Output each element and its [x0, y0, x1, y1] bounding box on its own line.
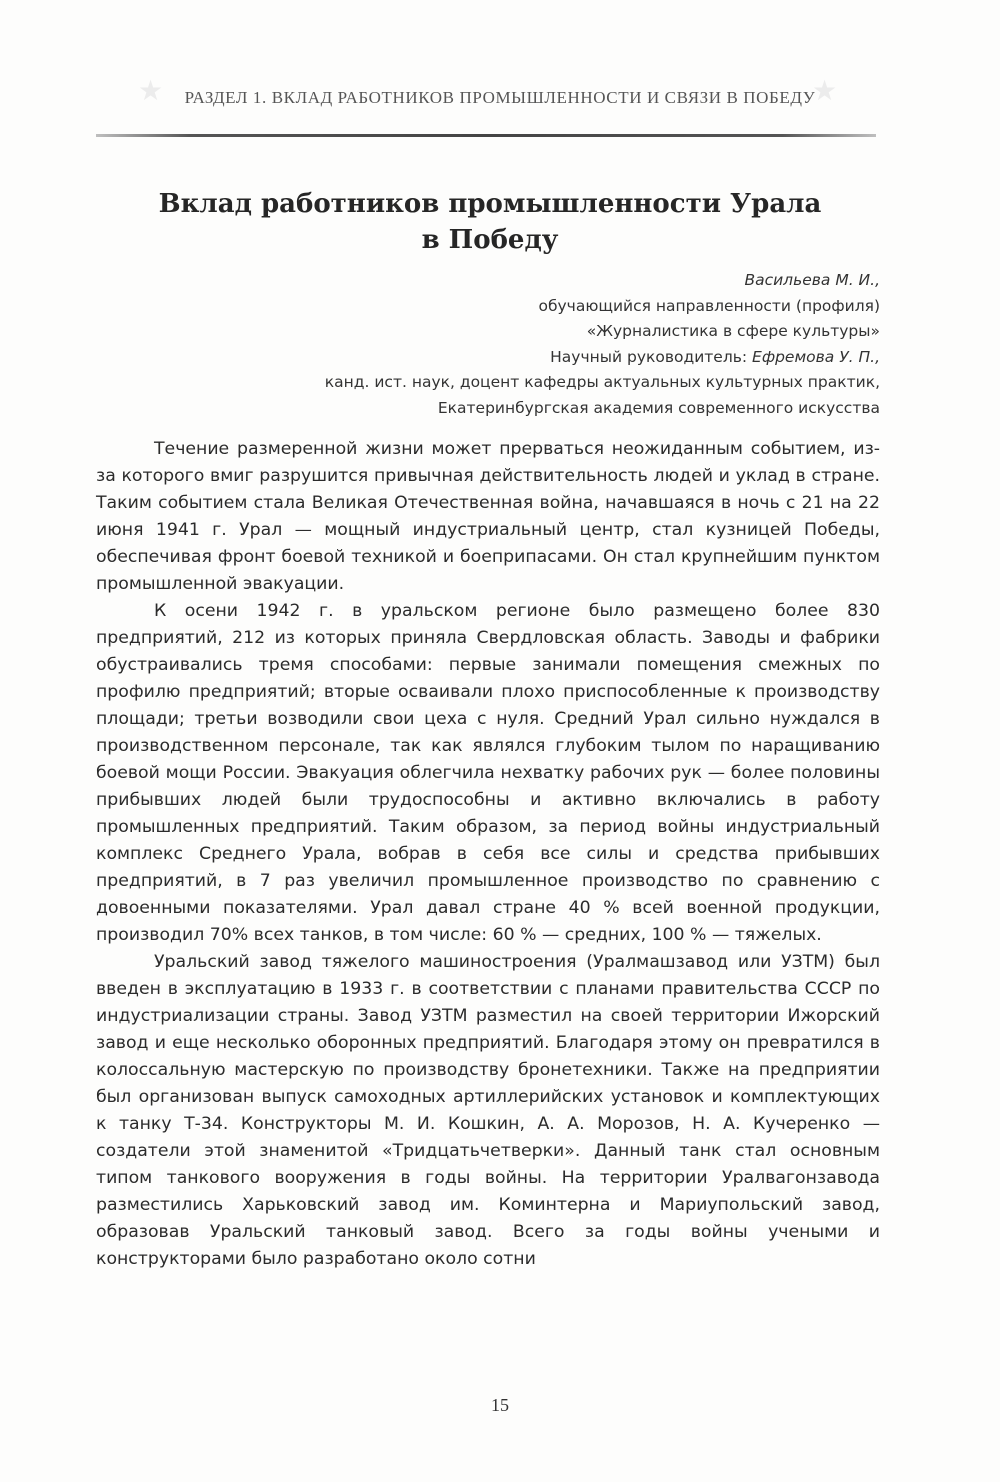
- body-paragraph-3: Уральский завод тяжелого машиностроения (Уралмашзавод или УЗТМ) был введен в эксплуатацию в 1933 г. в соответствии с планами правительства СССР по индустриализации страны. Завод УЗТМ разместил на своей территории Ижорский завод и еще несколько оборонных предприятий. Благодаря этому он превратился в колоссальную мастерскую по производству бронетехники. Также на предприятии был организован выпуск самоходных артиллерийских установок и комплектующих к танку Т-34. Конструкторы М. И. Кошкин, А. А. Морозов, Н. А. Кучеренко — создатели этой знаменитой «Тридцатьчетверки». Данный танк стал основным типом танкового вооружения в годы войны. На территории Уралвагонзавода разместились Харьковский завод им. Коминтерна и Мариупольский завод, образовав Уральский танковый завод. Всего за годы войны учеными и конструкторами было разработано около сотни: [96, 952, 880, 1269]
- article-title: [120, 186, 860, 258]
- author-block: [180, 268, 880, 421]
- star-ornament-left: ★: [138, 74, 164, 107]
- article-title-line-1: Вклад работников промышленности Урала: [158, 189, 822, 219]
- article-body: [96, 436, 880, 1273]
- institution-name: Екатеринбургская академия современного искусства: [437, 398, 880, 417]
- page-number: 15: [491, 1395, 509, 1415]
- advisor-degree: канд. ист. наук, доцент кафедры актуальных культурных практик,: [324, 373, 880, 391]
- header-divider: [96, 134, 876, 137]
- running-header: РАЗДЕЛ 1. ВКЛАД РАБОТНИКОВ ПРОМЫШЛЕННОСТИ И СВЯЗИ В ПОБЕДУ: [184, 88, 816, 107]
- article-title-line-2: в Победу: [421, 225, 559, 255]
- author-program: «Журналистика в сфере культуры»: [586, 322, 880, 340]
- body-paragraph-1: Течение размеренной жизни может прерваться неожиданным событием, из-за которого вмиг разрушится привычная действительность людей и уклад в стране. Таким событием стала Великая Отечественная война, начавшаяся в ночь с 21 на 22 июня 1941 г. Урал — мощный индустриальный центр, стал кузницей Победы, обеспечивая фронт боевой техникой и боеприпасами. Он стал крупнейшим пунктом промышленной эвакуации.: [96, 439, 880, 594]
- advisor-line: [180, 345, 880, 371]
- body-paragraph-2: К осени 1942 г. в уральском регионе было размещено более 830 предприятий, 212 из которых приняла Свердловская область. Заводы и фабрики обустраивались тремя способами: первые занимали помещения смежных по профилю предприятий; вторые осваивали плохо приспособленные к производству площади; третьи возводили свои цеха с нуля. Средний Урал сильно нуждался в производственном персонале, так как являлся глубоким тылом по наращиванию боевой мощи России. Эвакуация облегчила нехватку рабочих рук — более половины прибывших людей были трудоспособны и активно включались в работу промышленных предприятий. Таким образом, за период войны индустриальный комплекс Среднего Урала, вобрав в себя все силы и средства прибывших предприятий, в 7 раз увеличил промышленное производство по сравнению с довоенными показателями. Урал давал стране 40 % всей военной продукции, производил 70% всех танков, в том числе: 60 % — средних, 100 % — тяжелых.: [96, 601, 880, 945]
- advisor-name: Ефремова У. П.,: [752, 347, 880, 366]
- author-role: обучающийся направленности (профиля): [538, 296, 880, 315]
- star-ornament-right: ★: [812, 74, 838, 107]
- advisor-label: Научный руководитель:: [550, 347, 753, 366]
- author-name: Васильева М. И.,: [744, 271, 880, 289]
